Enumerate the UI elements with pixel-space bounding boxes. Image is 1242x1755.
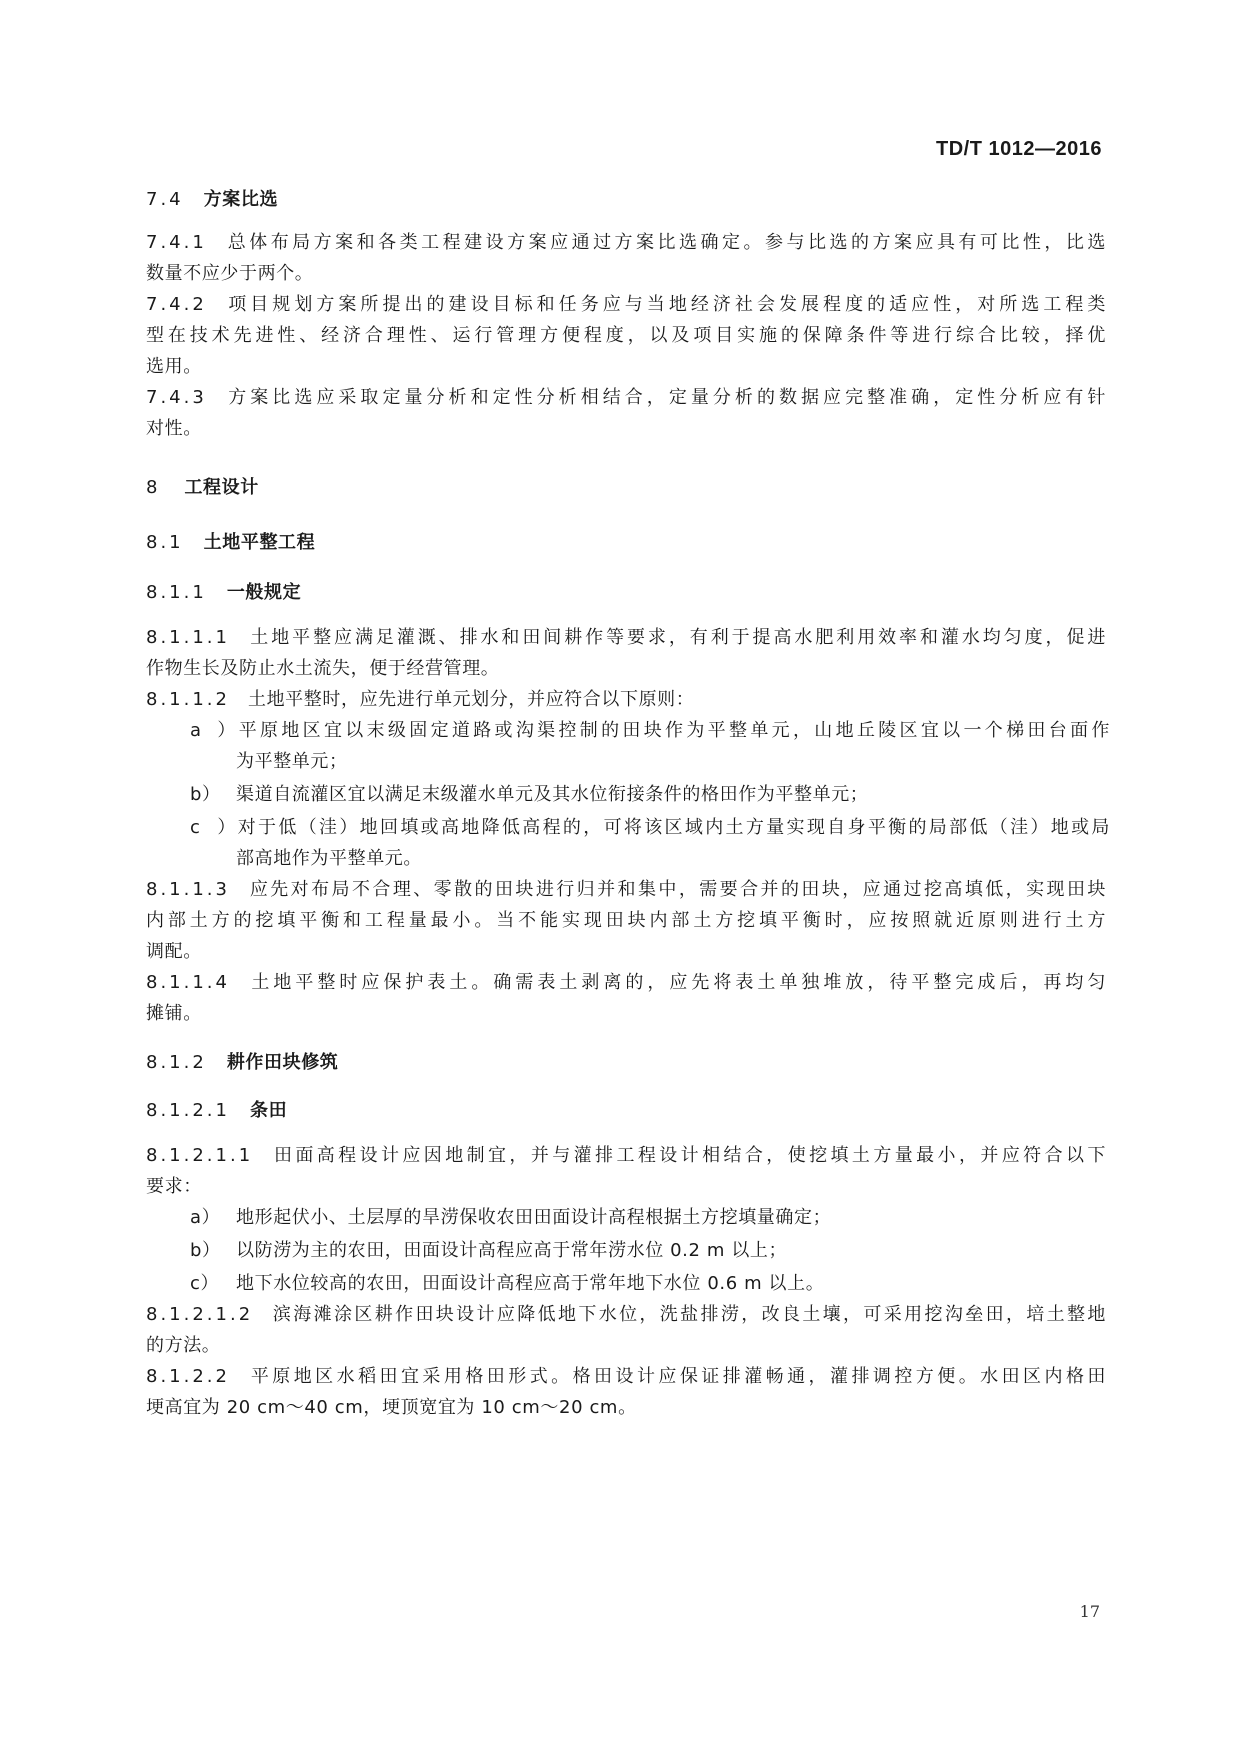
list-text: 平原地区宜以末级固定道路或沟渠控制的田块作为平整单元，山地丘陵区宜以一个梯田台面作 [236,720,1110,741]
clause-number: 7.4.2 [146,294,207,315]
clause-text: 田面高程设计应因地制宜，并与灌排工程设计相结合，使挖填土方量最小，并应符合以下 [271,1145,1106,1166]
list-marker: c） [190,1273,220,1294]
section-number: 8 [146,477,161,498]
clause-7-4-2-line2: 型在技术先进性、经济合理性、运行管理方便程度，以及项目实施的保障条件等进行综合比较，择优 [146,325,1106,346]
section-heading-8-1-2-1 [146,1101,1106,1121]
clause-8-1-1-3-line2: 内部土方的挖填平衡和工程量最小。当不能实现田块内部土方挖填平衡时，应按照就近原则进行土方 [146,910,1106,931]
clause-8-1-2-1-2-line1 [146,1305,1106,1325]
list-text: 地下水位较高的农田，田面设计高程应高于常年地下水位 0.6 m 以上。 [236,1273,825,1294]
section-title: 一般规定 [226,582,302,603]
list-marker: c） [190,817,236,838]
section-number: 8.1.1 [146,582,207,603]
clause-number: 7.4.1 [146,232,207,253]
clause-number: 8.1.1.4 [146,972,230,993]
clause-7-4-2-line3: 选用。 [146,356,202,377]
clause-7-4-1-line2: 数量不应少于两个。 [146,263,314,284]
clause-8-1-1-1-line1 [146,628,1106,648]
clause-8-1-2-1-2-line2: 的方法。 [146,1335,221,1356]
clause-text: 总体布局方案和各类工程建设方案应通过方案比选确定。参与比选的方案应具有可比性，比选 [224,232,1106,253]
section-heading-8-1 [146,533,1106,553]
section-heading-8-1-1 [146,583,1106,603]
clause-8-1-2-2-line2: 埂高宜为 20 cm～40 cm，埂顶宽宜为 10 cm～20 cm。 [146,1397,637,1418]
clause-number: 8.1.2.2 [146,1366,230,1387]
list-text: 对于低（洼）地回填或高地降低高程的，可将该区域内土方量实现自身平衡的局部低（洼）地或局 [236,817,1110,838]
section-number: 8.1 [146,532,184,553]
clause-7-4-1-line1 [146,233,1106,253]
clause-8-1-2-1-1-line1 [146,1146,1106,1166]
clause-text: 应先对布局不合理、零散的田块进行归并和集中，需要合并的田块，应通过挖高填低，实现田块 [247,879,1106,900]
list-item-a-cont: 为平整单元； [236,751,348,772]
page-number: 17 [1079,1602,1100,1621]
clause-7-4-3-line1 [146,388,1106,408]
document-code-header: TD/T 1012—2016 [936,138,1102,160]
clause-text: 滨海滩涂区耕作田块设计应降低地下水位，洗盐排涝，改良土壤，可采用挖沟垒田，培土整地 [271,1304,1106,1325]
clause-7-4-2-line1 [146,295,1106,315]
section-title: 耕作田块修筑 [226,1052,339,1073]
list-item-b [190,1241,1110,1261]
list-item-b [190,785,1110,805]
clause-text: 土地平整应满足灌溉、排水和田间耕作等要求，有利于提高水肥利用效率和灌水均匀度，促进 [247,627,1106,648]
section-number: 7.4 [146,189,184,210]
clause-number: 7.4.3 [146,387,207,408]
chapter-heading-8 [146,478,1106,498]
clause-8-1-1-1-line2: 作物生长及防止水土流失，便于经营管理。 [146,658,500,679]
clause-number: 8.1.1.3 [146,879,230,900]
section-heading-8-1-2 [146,1053,1106,1073]
clause-8-1-2-1-1-line2: 要求： [146,1176,202,1197]
clause-number: 8.1.1.1 [146,627,230,648]
clause-text: 土地平整时，应先进行单元划分，并应符合以下原则： [247,689,695,710]
list-marker: a） [190,1207,221,1228]
clause-text: 项目规划方案所提出的建设目标和任务应与当地经济社会发展程度的适应性，对所选工程类 [224,294,1106,315]
section-title: 条田 [249,1100,288,1121]
clause-text: 土地平整时应保护表土。确需表土剥离的，应先将表土单独堆放，待平整完成后，再均匀 [247,972,1106,993]
list-text: 地形起伏小、土层厚的旱涝保收农田田面设计高程根据土方挖填量确定； [236,1207,832,1228]
list-marker: b） [190,1240,221,1261]
section-title: 工程设计 [184,477,259,498]
section-number: 8.1.2 [146,1052,207,1073]
list-text: 渠道自流灌区宜以满足末级灌水单元及其水位衔接条件的格田作为平整单元； [236,784,869,805]
clause-8-1-1-4-line1 [146,973,1106,993]
section-title: 方案比选 [203,189,279,210]
list-item-c [190,1274,1110,1294]
section-title: 土地平整工程 [203,532,316,553]
clause-8-1-1-3-line3: 调配。 [146,941,202,962]
list-item-c-cont: 部高地作为平整单元。 [236,848,422,869]
list-marker: b） [190,784,221,805]
clause-8-1-1-2 [146,690,1106,710]
list-item-c [190,818,1110,838]
section-number: 8.1.2.1 [146,1100,230,1121]
clause-7-4-3-line2: 对性。 [146,418,202,439]
clause-number: 8.1.2.1.2 [146,1304,254,1325]
clause-8-1-2-2-line1 [146,1367,1106,1387]
clause-number: 8.1.2.1.1 [146,1145,254,1166]
list-text: 以防涝为主的农田，田面设计高程应高于常年涝水位 0.2 m 以上； [236,1240,788,1261]
clause-text: 方案比选应采取定量分析和定性分析相结合，定量分析的数据应完整准确，定性分析应有针 [224,387,1106,408]
clause-number: 8.1.1.2 [146,689,230,710]
list-marker: a） [190,720,236,741]
section-heading-7-4 [146,190,1106,210]
clause-8-1-1-3-line1 [146,880,1106,900]
clause-8-1-1-4-line2: 摊铺。 [146,1003,202,1024]
list-item-a [190,721,1110,741]
list-item-a [190,1208,1110,1228]
clause-text: 平原地区水稻田宜采用格田形式。格田设计应保证排灌畅通，灌排调控方便。水田区内格田 [247,1366,1106,1387]
